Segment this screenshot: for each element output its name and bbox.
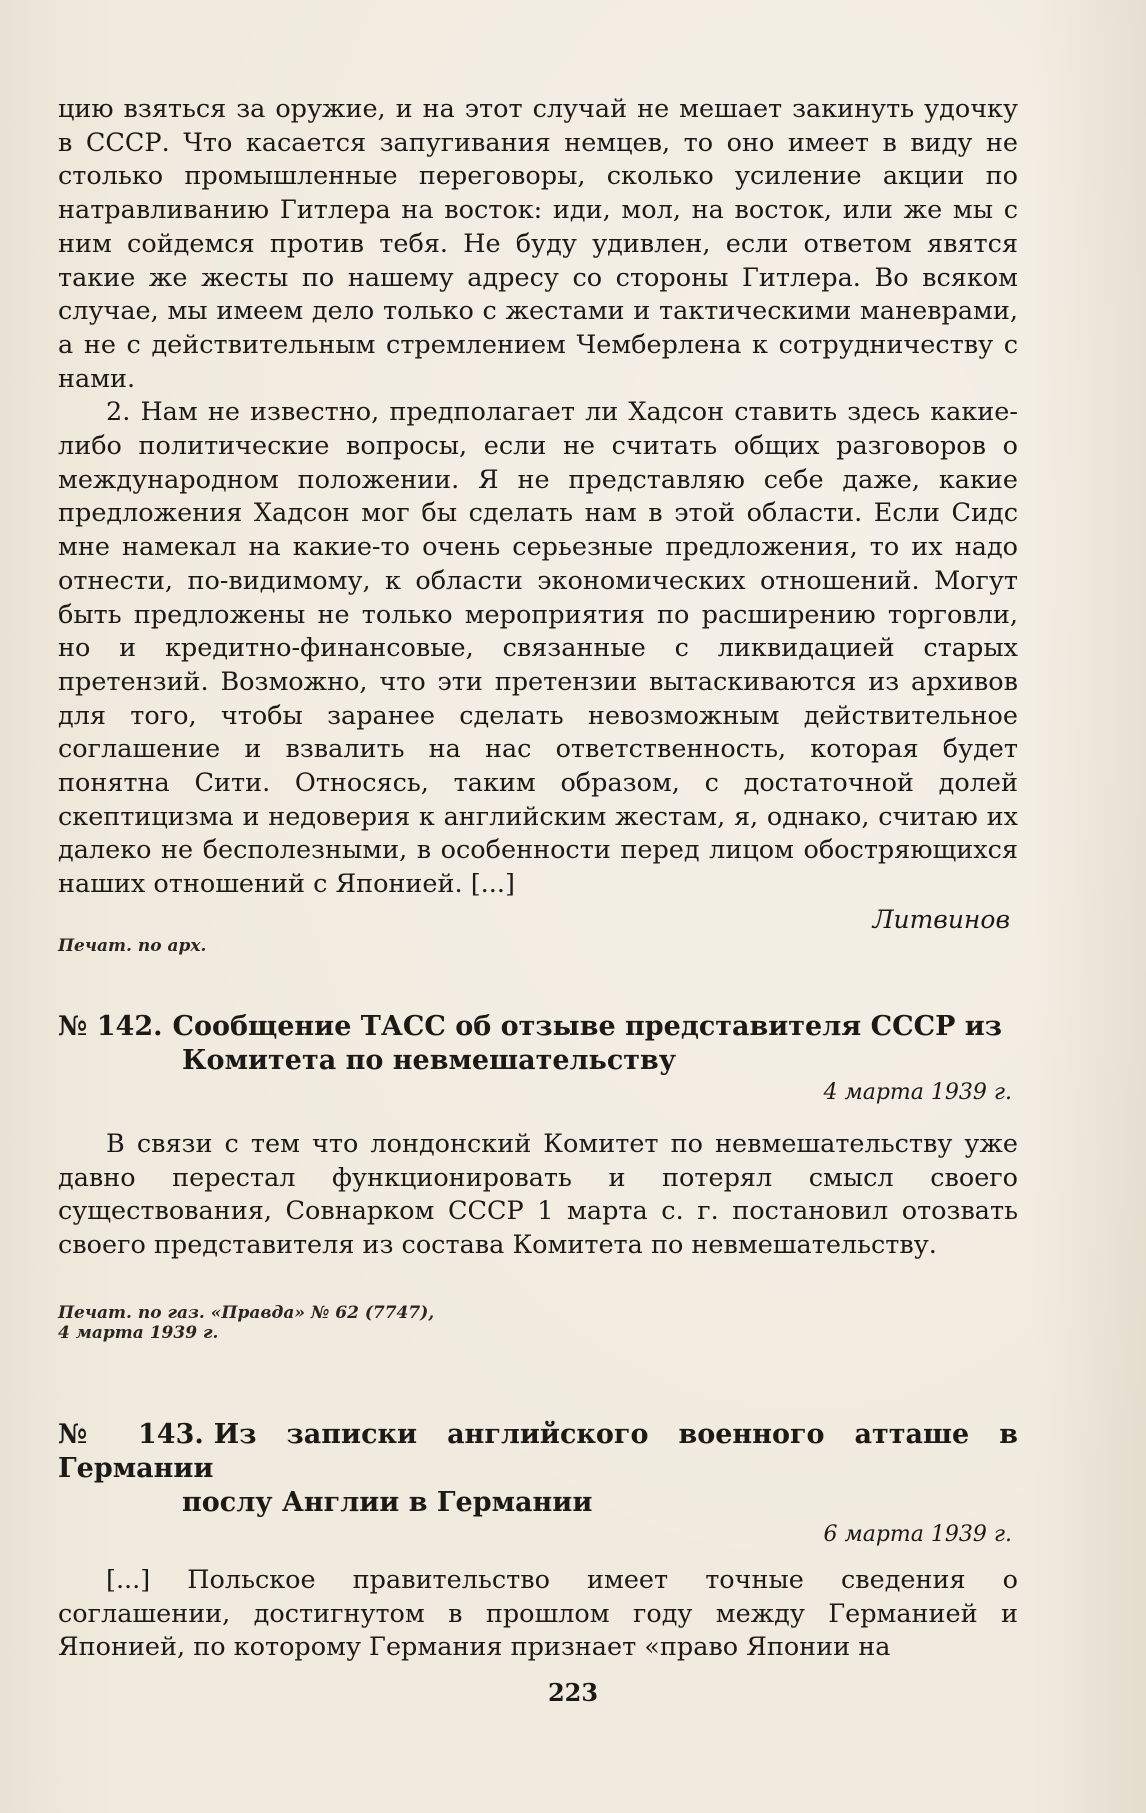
document-number: № 142. [58, 1011, 163, 1042]
heading-line: Из записки английского военного атташе в Германии [58, 1419, 1018, 1484]
heading-line: Сообщение ТАСС об отзыве представителя СССР из [172, 1011, 1003, 1042]
body-text [58, 1564, 1018, 1665]
body-text [58, 93, 1018, 902]
page-number: 223 [547, 1678, 599, 1707]
body-text [58, 1128, 1018, 1263]
document-143 [58, 1418, 1018, 1665]
document-heading [58, 1418, 1018, 1520]
previous-document-continuation [58, 93, 1018, 956]
signature-litvinov: Литвинов [872, 904, 1010, 934]
document-number: № 143. [58, 1419, 204, 1450]
source-note: Печат. по арх. [58, 935, 207, 956]
paragraph: В связи с тем что лондонский Комитет по невмешательству уже давно перестал функционировать и потерял смысл своего существования, Совнарком СССР 1 марта с. г. постановил отозвать своего представителя из состава Комитета по невмешательству. [58, 1129, 1018, 1261]
document-date: 6 марта 1939 г. [823, 1522, 1012, 1547]
document-date: 4 марта 1939 г. [823, 1080, 1012, 1105]
paragraph: цию взяться за оружие, и на этот случай не мешает закинуть удочку в СССР. Что касается запугивания немцев, то оно имеет в виду не столько промышленные переговоры, сколько усиление акции по натравливанию Гитлера на восток: иди, мол, на восток, или же мы с ним сойдемся против тебя. Не буду удивлен, если ответом явятся такие же жесты по нашему адресу со стороны Гитлера. Во всяком случае, мы имеем дело только с жестами и тактическими маневрами, а не с действительным стремлением Чемберлена к сотрудничеству с нами. [58, 94, 1018, 394]
source-note [58, 1303, 1018, 1343]
source-line: 4 марта 1939 г. [58, 1322, 219, 1343]
document-heading [58, 1010, 1018, 1078]
heading-line: послу Англии в Германии [182, 1487, 593, 1518]
document-142 [58, 1010, 1018, 1343]
paragraph: [...] Польское правительство имеет точные сведения о соглашении, достигнутом в прошлом году между Германией и Японией, по которому Германия признает «право Японии на [58, 1565, 1018, 1663]
paragraph: 2. Нам не известно, предполагает ли Хадсон ставить здесь какие-либо политические вопросы, если не считать общих разговоров о международном положении. Я не представляю себе даже, какие предложения Хадсон мог бы сделать нам в этой области. Если Сидс мне намекал на какие-то очень серьезные предложения, то их надо отнести, по-видимому, к области экономических отношений. Могут быть предложены не только мероприятия по расширению торговли, но и кредитно-финансовые, связанные с ликвидацией старых претензий. Возможно, что эти претензии вытаскиваются из архивов для того, чтобы заранее сделать невозможным действительное соглашение и взвалить на нас ответственность, которая будет понятна Сити. Относясь, таким образом, с достаточной долей скептицизма и недоверия к английским жестам, я, однако, считаю их далеко не бесполезными, в особенности перед лицом обостряющихся наших отношений с Японией. [...] [58, 397, 1018, 900]
heading-line: Комитета по невмешательству [182, 1045, 677, 1076]
source-line: Печат. по газ. «Правда» № 62 (7747), [58, 1302, 435, 1323]
